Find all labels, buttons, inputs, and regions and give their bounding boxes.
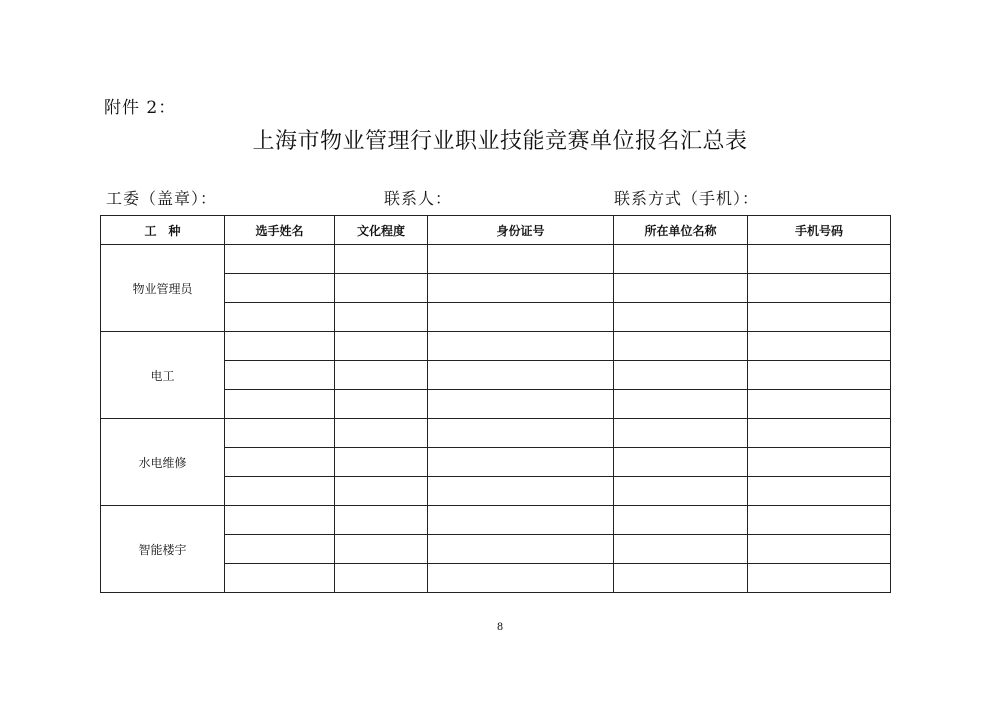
page-title: 上海市物业管理行业职业技能竞赛单位报名汇总表 [252,129,748,154]
employer-cell[interactable] [614,477,748,506]
employer-cell[interactable] [614,419,748,448]
education-cell[interactable] [335,564,428,593]
table-row [101,332,891,361]
name-cell[interactable] [225,535,335,564]
mobile-cell[interactable] [748,506,891,535]
id-number-cell[interactable] [428,332,614,361]
education-cell[interactable] [335,332,428,361]
id-number-cell[interactable] [428,564,614,593]
employer-cell[interactable] [614,332,748,361]
id-number-cell[interactable] [428,419,614,448]
category-cell: 水电维修 [101,419,225,506]
id-number-cell[interactable] [428,390,614,419]
mobile-cell[interactable] [748,448,891,477]
education-cell[interactable] [335,506,428,535]
mobile-cell[interactable] [748,361,891,390]
name-cell[interactable] [225,506,335,535]
education-cell[interactable] [335,390,428,419]
education-cell[interactable] [335,419,428,448]
name-cell[interactable] [225,477,335,506]
education-cell[interactable] [335,303,428,332]
category-cell: 智能楼宇 [101,506,225,593]
mobile-cell[interactable] [748,303,891,332]
mobile-cell[interactable] [748,419,891,448]
category-cell: 电工 [101,332,225,419]
category-cell: 物业管理员 [101,245,225,332]
table-row [101,419,891,448]
mobile-cell[interactable] [748,390,891,419]
employer-cell[interactable] [614,535,748,564]
employer-cell[interactable] [614,390,748,419]
header-contestant-name: 选手姓名 [225,216,335,245]
header-education: 文化程度 [335,216,428,245]
name-cell[interactable] [225,332,335,361]
registration-table [100,215,891,593]
contact-person-label: 联系人： [384,189,453,208]
mobile-cell[interactable] [748,274,891,303]
id-number-cell[interactable] [428,477,614,506]
header-mobile: 手机号码 [748,216,891,245]
contact-phone-label: 联系方式（手机）： [614,189,760,208]
id-number-cell[interactable] [428,506,614,535]
mobile-cell[interactable] [748,535,891,564]
header-employer: 所在单位名称 [614,216,748,245]
page-number: 8 [496,622,504,633]
name-cell[interactable] [225,303,335,332]
attachment-label: 附件 2： [104,98,177,118]
name-cell[interactable] [225,419,335,448]
id-number-cell[interactable] [428,303,614,332]
table-row [101,506,891,535]
mobile-cell[interactable] [748,477,891,506]
id-number-cell[interactable] [428,535,614,564]
education-cell[interactable] [335,361,428,390]
header-trade: 工 种 [101,216,225,245]
education-cell[interactable] [335,245,428,274]
id-number-cell[interactable] [428,361,614,390]
table-header-row [101,216,891,245]
employer-cell[interactable] [614,274,748,303]
employer-cell[interactable] [614,448,748,477]
table-row [101,245,891,274]
employer-cell[interactable] [614,361,748,390]
name-cell[interactable] [225,564,335,593]
education-cell[interactable] [335,535,428,564]
mobile-cell[interactable] [748,245,891,274]
employer-cell[interactable] [614,303,748,332]
id-number-cell[interactable] [428,274,614,303]
name-cell[interactable] [225,448,335,477]
union-stamp-label: 工委（盖章）： [106,189,218,208]
name-cell[interactable] [225,361,335,390]
mobile-cell[interactable] [748,332,891,361]
education-cell[interactable] [335,274,428,303]
employer-cell[interactable] [614,506,748,535]
employer-cell[interactable] [614,564,748,593]
id-number-cell[interactable] [428,245,614,274]
name-cell[interactable] [225,390,335,419]
name-cell[interactable] [225,245,335,274]
name-cell[interactable] [225,274,335,303]
employer-cell[interactable] [614,245,748,274]
education-cell[interactable] [335,448,428,477]
mobile-cell[interactable] [748,564,891,593]
id-number-cell[interactable] [428,448,614,477]
education-cell[interactable] [335,477,428,506]
header-id-number: 身份证号 [428,216,614,245]
